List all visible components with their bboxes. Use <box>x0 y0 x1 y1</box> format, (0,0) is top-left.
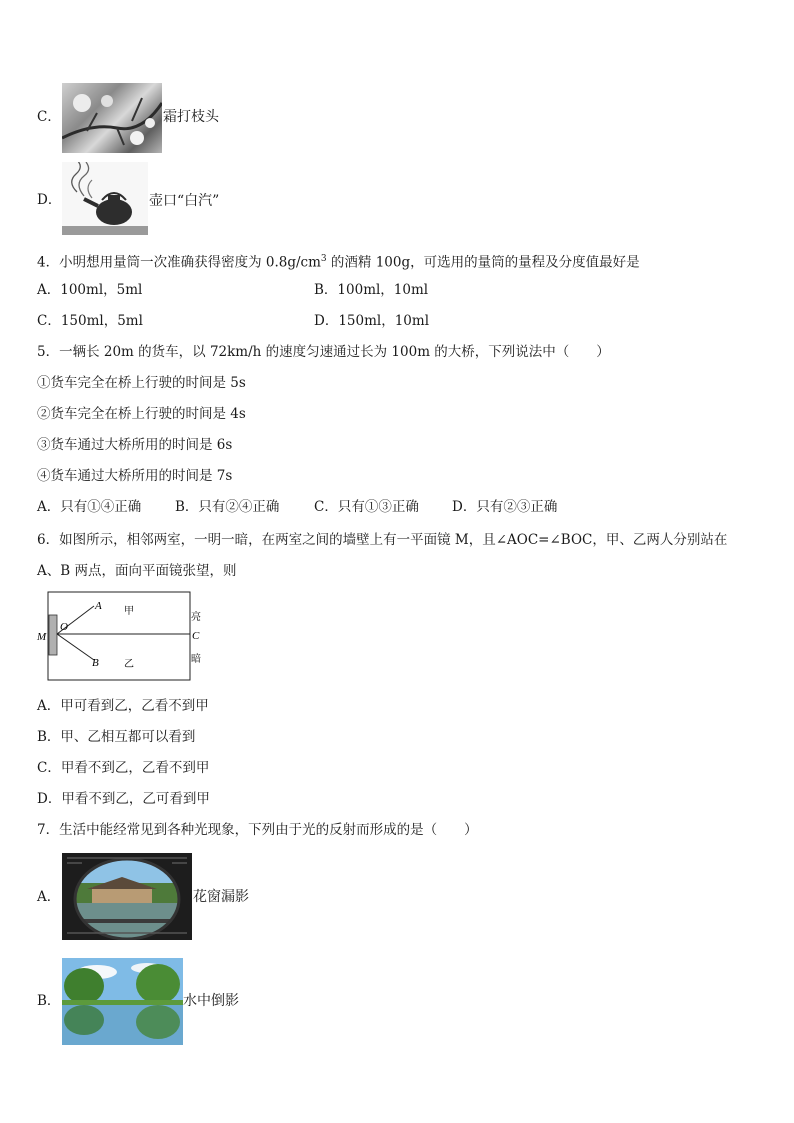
label-m: M <box>37 631 47 643</box>
q4-option-a: A．100ml，5ml <box>37 282 143 298</box>
q4-option-b: B．100ml，10ml <box>314 282 429 298</box>
ray-ob <box>57 634 94 660</box>
q6-option-b: B．甲、乙相互都可以看到 <box>37 729 196 745</box>
q5-stem: 5．一辆长 20m 的货车，以 72km/h 的速度匀速通过长为 100m 的大桥，下列说法中（ ） <box>37 344 610 360</box>
q5-option-b: B．只有②④正确 <box>175 499 280 515</box>
room-outline <box>48 592 190 680</box>
kettle-illustration <box>62 162 148 235</box>
q7-stem: 7．生活中能经常见到各种光现象，下列由于光的反射而形成的是（ ） <box>37 822 478 838</box>
label-o: O <box>60 621 68 633</box>
q6-stem-line2: A、B 两点，面向平面镜张望，则 <box>37 563 237 579</box>
frost-branch-illustration <box>62 83 162 153</box>
option-d-label: D． <box>37 192 62 208</box>
label-c: C <box>192 630 200 642</box>
water-reflection-illustration <box>62 958 183 1045</box>
kettle-caption: 壶口“白汽” <box>149 193 220 209</box>
q6-option-d: D．甲看不到乙，乙可看到甲 <box>37 791 210 807</box>
plane-mirror <box>49 615 57 655</box>
water-reflection-image <box>62 958 183 1045</box>
q5-option-c: C．只有①③正确 <box>314 499 419 515</box>
q5-statement-1: ①货车完全在桥上行驶的时间是 5s <box>37 375 246 391</box>
label-b: B <box>92 657 99 669</box>
label-a: A <box>95 600 102 612</box>
mirror-diagram <box>34 590 214 685</box>
q5-option-d: D．只有②③正确 <box>452 499 558 515</box>
q6-option-a: A．甲可看到乙，乙看不到甲 <box>37 698 209 714</box>
q6-option-c: C．甲看不到乙，乙看不到甲 <box>37 760 210 776</box>
frost-caption: 霜打枝头 <box>163 109 219 125</box>
q5-statement-2: ②货车完全在桥上行驶的时间是 4s <box>37 406 246 422</box>
reflection-caption: 水中倒影 <box>183 993 239 1009</box>
lattice-caption: 花窗漏影 <box>193 889 249 905</box>
q7-option-a-label: A． <box>37 889 61 905</box>
q4-stem: 4．小明想用量筒一次准确获得密度为 $0.8g/cm^3$ 的酒精 100g，可选用的量筒的量程及分度值最好是 <box>37 254 640 271</box>
q5-statement-4: ④货车通过大桥所用的时间是 7s <box>37 468 233 484</box>
lattice-window-image <box>62 853 192 940</box>
kettle-steam-image <box>62 162 148 235</box>
q5-option-a: A．只有①④正确 <box>37 499 142 515</box>
q6-stem-line1: 6．如图所示，相邻两室，一明一暗，在两室之间的墙壁上有一平面镜 M，且∠AOC=∠BOC，甲、乙两人分别站在 <box>37 532 728 548</box>
label-yi: 乙 <box>124 659 134 670</box>
q4-option-c: C．150ml，5ml <box>37 313 143 329</box>
frost-branch-image <box>62 83 162 153</box>
q5-statement-3: ③货车通过大桥所用的时间是 6s <box>37 437 233 453</box>
lattice-window-illustration <box>62 853 192 940</box>
label-bright: 亮 <box>191 612 201 623</box>
q7-option-b-label: B． <box>37 993 61 1009</box>
q4-option-d: D．150ml，10ml <box>314 313 430 329</box>
label-dark: 暗 <box>191 654 201 665</box>
option-c-label: C． <box>37 109 61 125</box>
label-jia: 甲 <box>124 606 134 617</box>
